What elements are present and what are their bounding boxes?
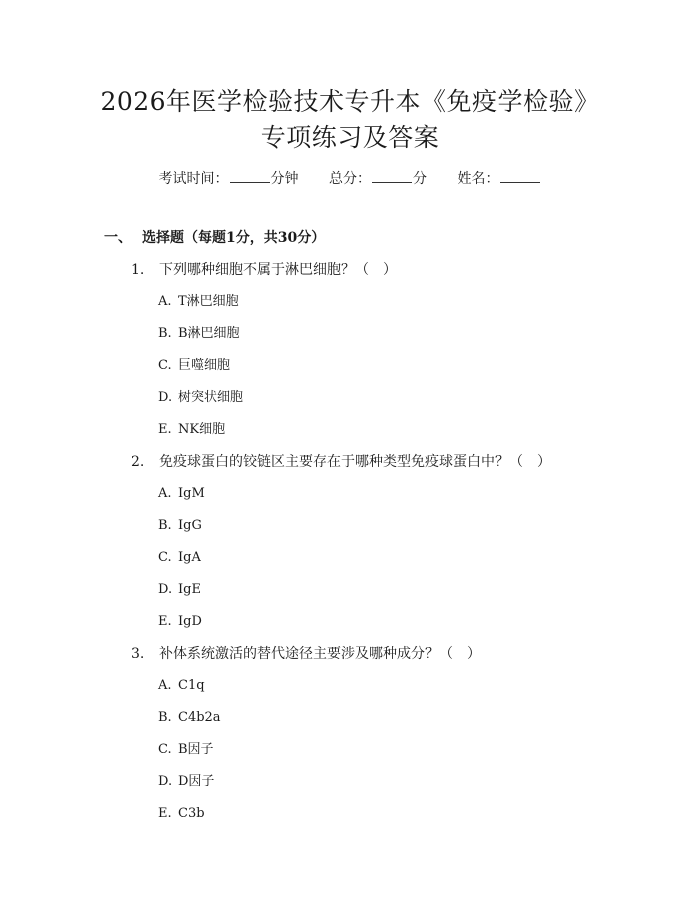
question-text: 补体系统激活的替代途径主要涉及哪种成分？（ ） <box>159 646 481 662</box>
option[interactable] <box>158 324 240 344</box>
section-heading <box>104 228 325 248</box>
exam-meta <box>0 168 700 189</box>
option-letter: A. <box>158 294 172 309</box>
question <box>131 260 397 280</box>
option-letter: B. <box>158 326 172 341</box>
option-text: B淋巴细胞 <box>178 326 240 341</box>
document-title-line-1: 2026年医学检验技术专升本《免疫学检验》 <box>100 87 600 116</box>
option[interactable] <box>158 548 201 568</box>
option-letter: D. <box>158 390 173 405</box>
option[interactable] <box>158 388 243 408</box>
option[interactable] <box>158 772 214 792</box>
option-letter: A. <box>158 678 172 693</box>
option-letter: D. <box>158 774 173 789</box>
document-title-line-2: 专项练习及答案 <box>260 123 440 152</box>
option-text: IgM <box>178 486 205 501</box>
total-score-label: 总分： <box>329 171 371 187</box>
student-name-blank[interactable] <box>500 168 540 183</box>
option[interactable] <box>158 484 205 504</box>
exam-time-label: 考试时间： <box>158 171 229 187</box>
option-text: 巨噬细胞 <box>178 358 231 373</box>
option-letter: D. <box>158 582 173 597</box>
option-text: C4b2a <box>178 710 221 725</box>
option[interactable] <box>158 356 230 376</box>
option[interactable] <box>158 420 225 440</box>
option-text: C3b <box>178 806 205 821</box>
question-text: 下列哪种细胞不属于淋巴细胞？（ ） <box>159 262 397 278</box>
option-text: IgD <box>178 614 202 629</box>
option-letter: B. <box>158 518 172 533</box>
option[interactable] <box>158 804 205 824</box>
option-text: NK细胞 <box>178 422 226 437</box>
option-text: D因子 <box>178 774 215 789</box>
option-letter: E. <box>158 422 172 437</box>
option[interactable] <box>158 676 205 696</box>
option-text: B因子 <box>178 742 214 757</box>
option[interactable] <box>158 292 239 312</box>
total-score <box>329 168 427 189</box>
option[interactable] <box>158 612 202 632</box>
option-letter: A. <box>158 486 172 501</box>
question-number: 1. <box>131 262 145 278</box>
total-score-blank[interactable] <box>372 168 412 183</box>
section-title: 选择题（每题1分，共30分） <box>142 230 326 246</box>
option-letter: E. <box>158 806 172 821</box>
option-letter: E. <box>158 614 172 629</box>
option-text: 树突状细胞 <box>178 390 244 405</box>
option-text: IgE <box>178 582 201 597</box>
option-text: C1q <box>178 678 205 693</box>
option-text: IgG <box>178 518 202 533</box>
student-name <box>457 168 541 189</box>
option[interactable] <box>158 708 221 728</box>
option[interactable] <box>158 516 202 536</box>
question-number: 3. <box>131 646 145 662</box>
question <box>131 452 551 472</box>
section-number: 一、 <box>104 230 132 246</box>
option-letter: C. <box>158 358 172 373</box>
option-letter: C. <box>158 742 172 757</box>
option-text: IgA <box>178 550 201 565</box>
exam-time <box>159 168 299 189</box>
option-letter: C. <box>158 550 172 565</box>
option[interactable] <box>158 740 214 760</box>
option-text: T淋巴细胞 <box>178 294 239 309</box>
student-name-label: 姓名： <box>457 171 500 187</box>
option-letter: B. <box>158 710 172 725</box>
total-score-unit: 分 <box>413 171 427 187</box>
question-text: 免疫球蛋白的铰链区主要存在于哪种类型免疫球蛋白中？（ ） <box>159 454 551 470</box>
option[interactable] <box>158 580 201 600</box>
question <box>131 644 481 664</box>
question-number: 2. <box>131 454 145 470</box>
exam-time-unit: 分钟 <box>270 171 299 187</box>
exam-time-blank[interactable] <box>230 168 270 183</box>
